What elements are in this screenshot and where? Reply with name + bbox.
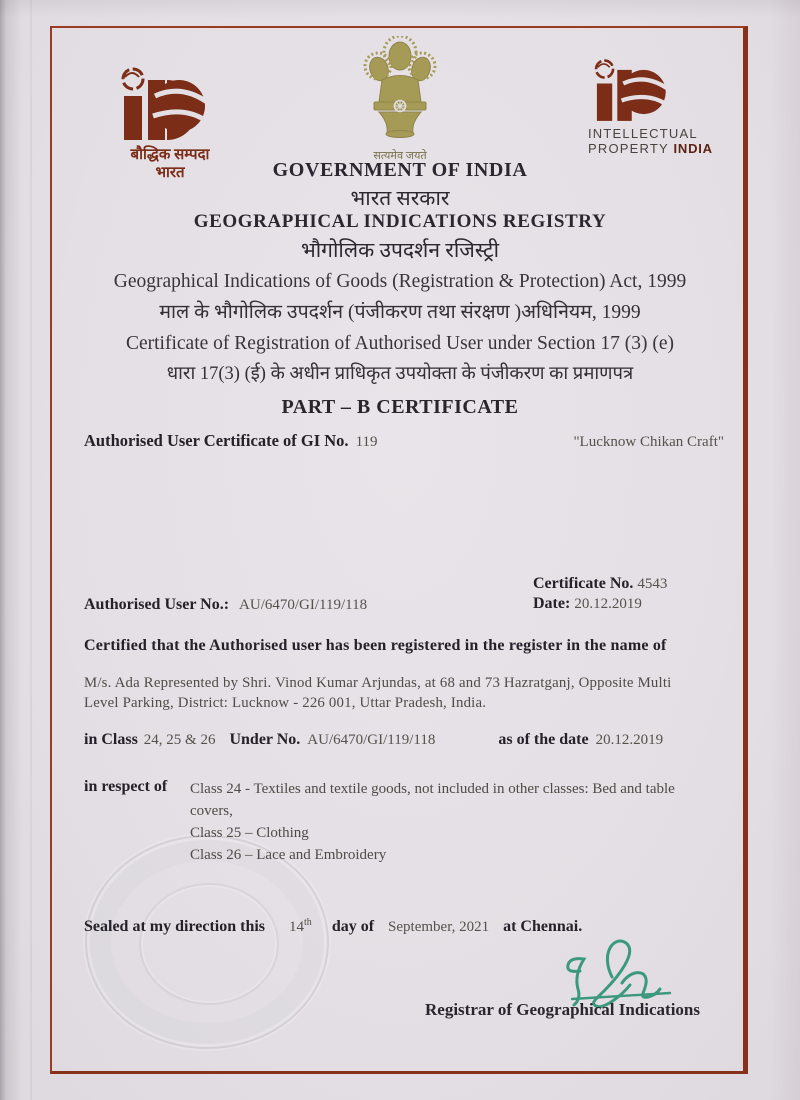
satyameva-jayate-caption: सत्यमेव जयते [373, 150, 427, 162]
as-of-date-value: 20.12.2019 [595, 732, 664, 748]
under-no-value: AU/6470/GI/119/118 [307, 732, 436, 748]
embossed-seal-watermark [85, 835, 329, 1049]
ashoka-emblem-icon [352, 36, 448, 148]
certificate-number-row [533, 575, 667, 593]
under-no-label: Under No. [229, 731, 301, 748]
holder-address-line2: Level Parking, District: Lucknow - 226 001, Uttar Pradesh, India. [84, 695, 487, 711]
government-of-india-title: GOVERNMENT OF INDIA [272, 159, 528, 181]
date-value: 20.12.2019 [574, 596, 642, 612]
india-caption-text: INDIA [673, 141, 713, 156]
certificate-date-row [533, 595, 667, 613]
in-class-value: 24, 25 & 26 [143, 732, 216, 748]
class-25-line: Class 25 – Clothing [190, 825, 309, 841]
registrar-title: Registrar of Geographical Indications [425, 1000, 700, 1019]
certificate-number-block [533, 575, 667, 613]
holder-address-line1: M/s. Ada Represented by Shri. Vinod Kumar Arjundas, at 68 and 73 Hazratganj, Opposite Multi [84, 675, 672, 691]
act-title-english: Geographical Indications of Goods (Registration & Protection) Act, 1999 [113, 271, 687, 292]
sealed-statement-row [84, 917, 582, 936]
date-label: Date: [533, 595, 571, 612]
authorised-user-number-row [84, 596, 367, 614]
class-24-continuation: covers, [190, 803, 233, 819]
property-india-caption [588, 141, 738, 156]
certified-statement: Certified that the Authorised user has been registered in the register in the name of [84, 637, 667, 654]
ip-india-caption-line1: बौद्धिक सम्पदा [130, 147, 210, 163]
ashoka-emblem [342, 36, 458, 163]
section-title-hindi: धारा 17(3) (ई) के अधीन प्राधिकृत उपयोक्ता के पंजीकरण का प्रमाणपत्र [166, 364, 634, 384]
authorised-user-no-value: AU/6470/GI/119/118 [239, 597, 368, 613]
ip-india-caption-line2: भारत [155, 165, 185, 181]
gi-number-row [84, 431, 724, 451]
bharat-sarkar-title: भारत सरकार [350, 186, 450, 210]
day-of-label: day of [331, 918, 375, 935]
in-class-label: in Class [84, 731, 138, 748]
property-caption-text: PROPERTY [588, 141, 669, 156]
gi-name-value: "Lucknow Chikan Craft" [573, 434, 724, 450]
gi-registry-title-hindi: भौगोलिक उपदर्शन रजिस्ट्री [300, 238, 500, 262]
class-24-line: Class 24 - Textiles and textile goods, not included in other classes: Bed and table [190, 781, 675, 797]
authorised-user-no-label: Authorised User No.: [84, 596, 230, 613]
intellectual-caption: INTELLECTUAL [588, 126, 698, 141]
section-title-english: Certificate of Registration of Authorised User under Section 17 (3) (e) [125, 333, 674, 354]
at-place-label: at Chennai. [503, 918, 583, 935]
certificate-no-label: Certificate No. [533, 575, 634, 592]
act-title-hindi: माल के भौगोलिक उपदर्शन (पंजीकरण तथा संरक्षण )अधिनियम, 1999 [159, 302, 641, 323]
seal-month-value: September, 2021 [388, 919, 490, 935]
embossed-seal-inner-ring [139, 883, 279, 1005]
goods-classes-list [190, 778, 730, 866]
ip-india-logo-right [588, 58, 738, 156]
class-26-line: Class 26 – Lace and Embroidery [190, 847, 387, 863]
sealed-label: Sealed at my direction this [84, 918, 266, 935]
intellectual-property-india-icon [588, 58, 684, 126]
gi-no-value: 119 [355, 434, 378, 450]
as-of-date-label: as of the date [498, 731, 589, 748]
gi-registry-title: GEOGRAPHICAL INDICATIONS REGISTRY [193, 211, 607, 232]
day-number: 14 [289, 919, 305, 935]
ip-india-logo-icon [115, 66, 225, 146]
seal-day-value [289, 917, 312, 936]
day-suffix: th [304, 917, 312, 928]
class-registration-row [84, 731, 724, 749]
in-respect-of-label: in respect of [84, 778, 168, 795]
gi-no-label: Authorised User Certificate of GI No. [84, 431, 349, 450]
part-b-certificate-title: PART – B CERTIFICATE [281, 396, 519, 418]
certificate-no-value: 4543 [637, 576, 668, 592]
